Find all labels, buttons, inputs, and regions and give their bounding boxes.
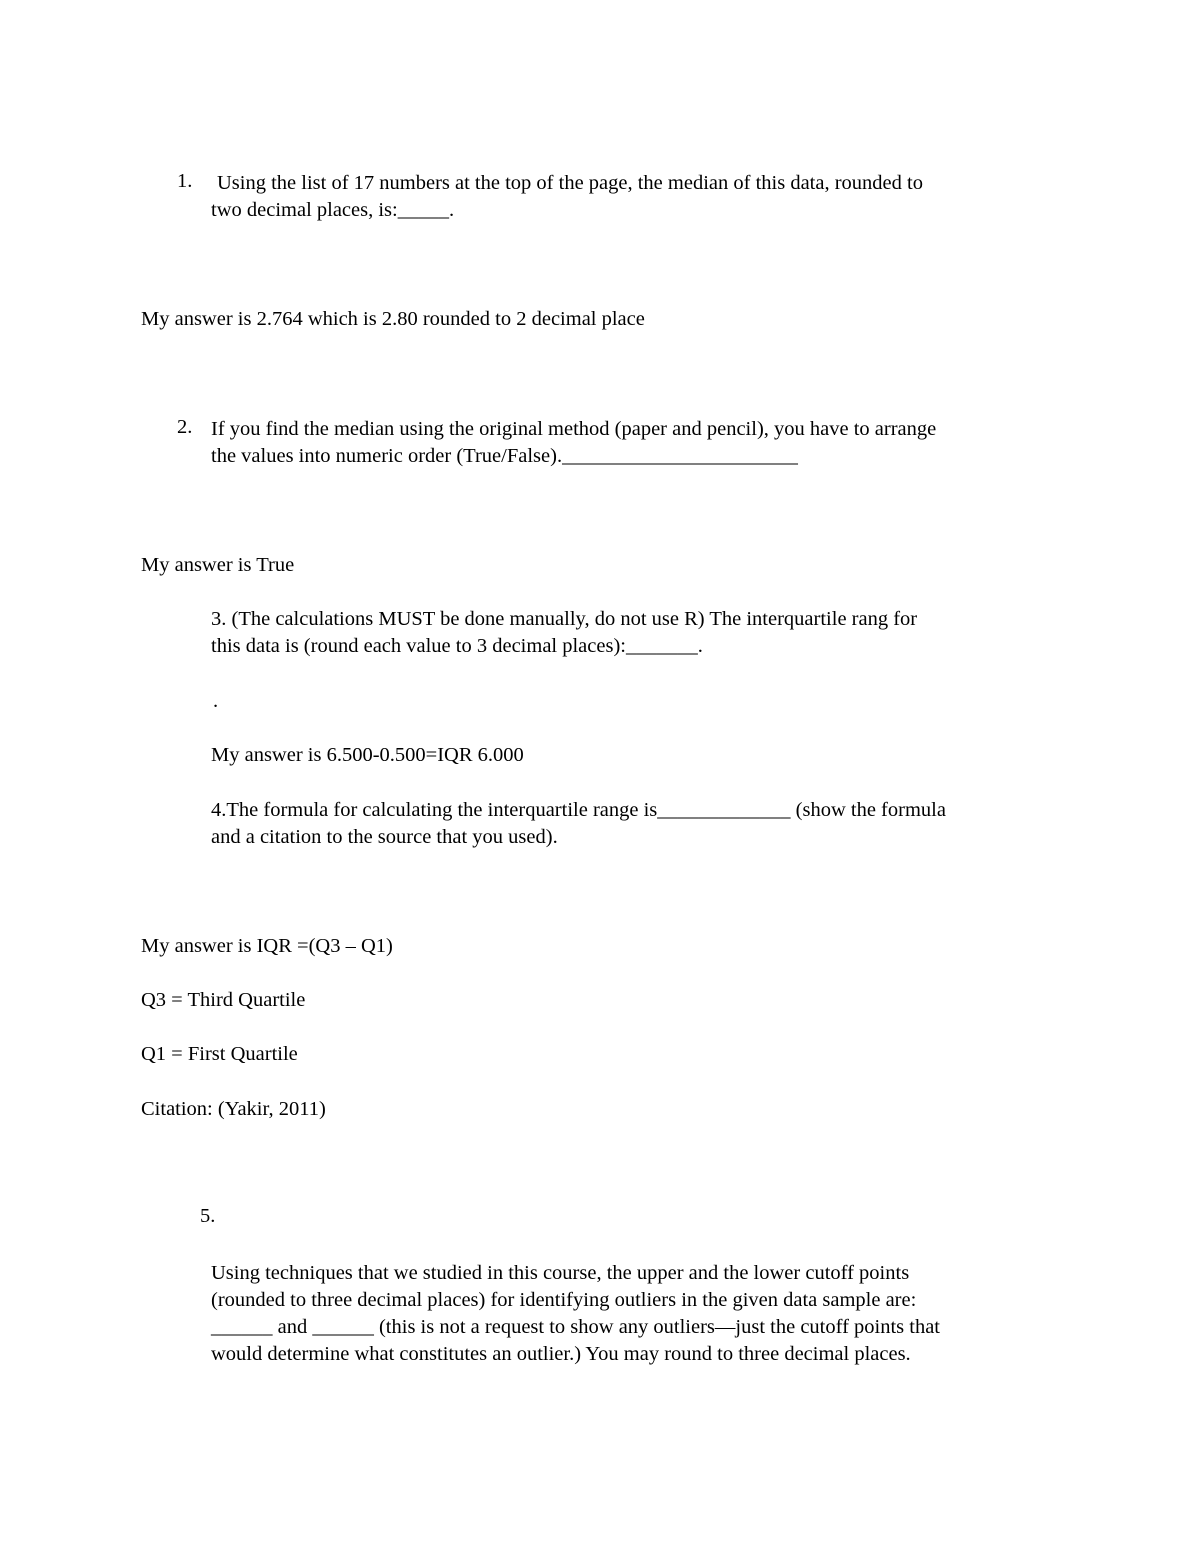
- question-2-line-2: the values into numeric order (True/False)._______________________: [211, 445, 798, 467]
- answer-4-citation: Citation: (Yakir, 2011): [141, 1098, 326, 1120]
- answer-4-line-2: Q3 = Third Quartile: [141, 989, 306, 1011]
- answer-3: My answer is 6.500-0.500=IQR 6.000: [211, 744, 524, 766]
- answer-4-line-3: Q1 = First Quartile: [141, 1043, 298, 1065]
- answer-1: My answer is 2.764 which is 2.80 rounded to 2 decimal place: [141, 308, 645, 330]
- question-1-number: 1.: [177, 170, 193, 192]
- question-3-dot: .: [213, 690, 219, 712]
- answer-2: My answer is True: [141, 554, 295, 576]
- question-2-line-1: If you find the median using the original method (paper and pencil), you have to arrange: [211, 418, 937, 440]
- question-2-number: 2.: [177, 416, 193, 438]
- answer-4-line-1: My answer is IQR =(Q3 – Q1): [141, 935, 393, 957]
- question-1-line-1: Using the list of 17 numbers at the top of the page, the median of this data, rounded to: [217, 172, 923, 194]
- question-5-line-4: would determine what constitutes an outlier.) You may round to three decimal places.: [211, 1343, 911, 1365]
- question-5-line-3: ______ and ______ (this is not a request to show any outliers—just the cutoff points that: [211, 1316, 941, 1338]
- question-3-line-1: 3. (The calculations MUST be done manually, do not use R) The interquartile rang for: [211, 608, 918, 630]
- question-5-line-1: Using techniques that we studied in this course, the upper and the lower cutoff points: [211, 1262, 910, 1284]
- question-5-number: 5.: [200, 1205, 216, 1227]
- question-5-line-2: (rounded to three decimal places) for identifying outliers in the given data sample are:: [211, 1289, 917, 1311]
- question-3-line-2: this data is (round each value to 3 decimal places):_______.: [211, 635, 703, 657]
- question-4-line-1: 4.The formula for calculating the interquartile range is_____________ (show the formula: [211, 799, 946, 821]
- question-1-line-2: two decimal places, is:_____.: [211, 199, 455, 221]
- question-4-line-2: and a citation to the source that you used).: [211, 826, 558, 848]
